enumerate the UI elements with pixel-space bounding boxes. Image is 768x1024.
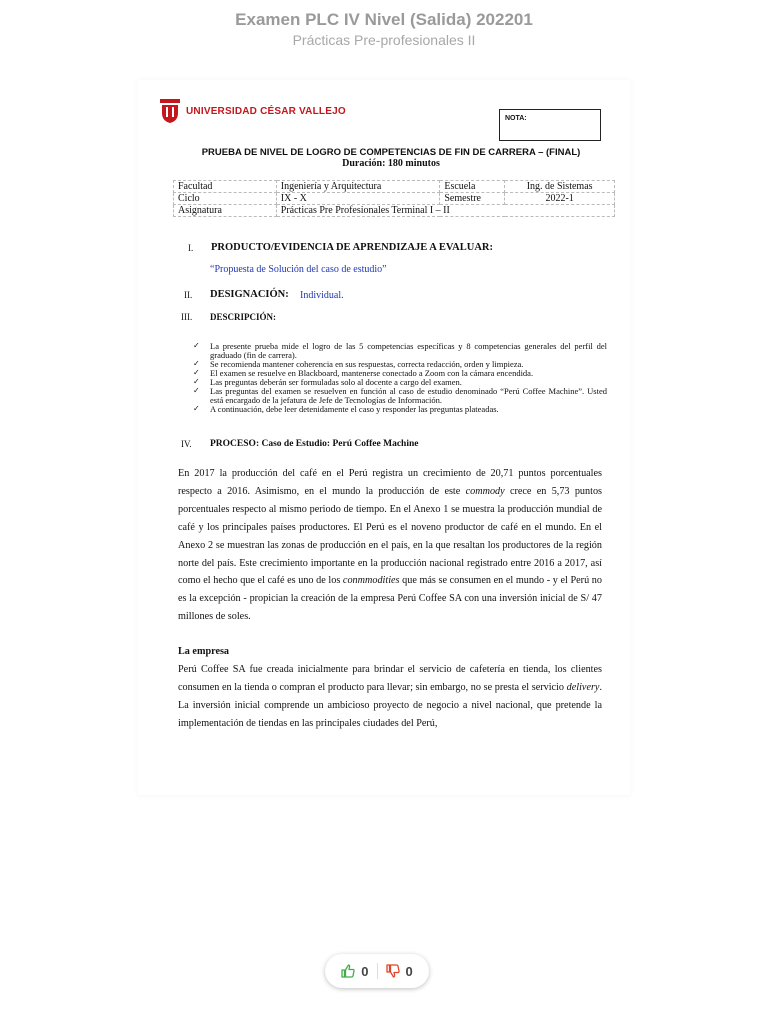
like-button[interactable]	[333, 964, 376, 979]
document-title: Examen PLC IV Nivel (Salida) 202201	[235, 10, 533, 29]
section-title: PROCESO	[210, 439, 256, 449]
grade-box	[499, 109, 601, 141]
table-row	[174, 205, 615, 217]
dislike-count: 0	[405, 963, 413, 979]
section-1-value: “Propuesta de Solución del caso de estudio”	[210, 264, 387, 275]
subheading-empresa: La empresa	[178, 646, 230, 657]
table-cell: Ingeniería y Arquitectura	[276, 181, 440, 193]
table-row	[174, 193, 615, 205]
document-page	[138, 80, 630, 795]
list-item: ✓ La presente prueba mide el logro de las 5 competencias específicas y 8 competencias generales del perfil del graduado (fin de carrera).	[193, 341, 607, 360]
table-cell: Escuela	[440, 181, 505, 193]
thumbs-up-icon	[341, 964, 355, 978]
table-cell: Semestre	[440, 193, 505, 205]
paragraph-empresa: Perú Coffee SA fue creada inicialmente para brindar el servicio de cafetería en tienda, los clientes consumen en la tienda o compran el producto para llevar; sin embargo, no se presta el servicio delivery. La inversión inicial comprende un ambicioso proyecto de negocio a nivel nacional, que pretende la implementación de tiendas en las principales ciudades del Perú,	[178, 664, 602, 729]
dislike-button[interactable]	[378, 964, 421, 979]
logo-text: UNIVERSIDAD CÉSAR VALLEJO	[186, 105, 346, 117]
check-icon: ✓	[193, 377, 200, 386]
section-title: DESIGNACIÓN:	[210, 289, 289, 300]
check-icon: ✓	[193, 404, 200, 413]
table-cell: Facultad	[174, 181, 277, 193]
document-subtitle: Prácticas Pre-profesionales II	[292, 32, 476, 48]
info-table	[173, 180, 615, 217]
like-count: 0	[361, 963, 369, 979]
university-logo	[160, 99, 346, 123]
section-value: Individual.	[300, 290, 344, 301]
grade-label: NOTA:	[505, 115, 527, 122]
table-row	[174, 181, 615, 193]
section-title: DESCRIPCIÓN:	[210, 312, 277, 322]
list-item: ✓ Las preguntas del examen se resuelven en función al caso de estudio denominado “Perú Coffee Machine”. Usted está encargado de la jefatura de Jefe de Tecnologías de Información.	[193, 386, 607, 405]
exam-duration: Duración: 180 minutos	[342, 158, 440, 169]
check-icon: ✓	[193, 359, 200, 368]
table-cell: Ing. de Sistemas	[505, 181, 615, 193]
check-icon: ✓	[193, 386, 200, 395]
feedback-pill	[325, 954, 429, 988]
exam-title: PRUEBA DE NIVEL DE LOGRO DE COMPETENCIAS DE FIN DE CARRERA – (FINAL)	[201, 147, 581, 158]
section-number: II.	[184, 290, 193, 300]
section-value: : Caso de Estudio: Perú Coffee Machine	[255, 439, 419, 449]
section-number: I.	[188, 243, 194, 253]
instruction-list	[193, 342, 607, 414]
table-cell: Asignatura	[174, 205, 277, 217]
table-cell: IX - X	[276, 193, 440, 205]
paragraph-intro: En 2017 la producción del café en el Perú registra un crecimiento de 20,71 puntos porcentuales respecto a 2016. Asimismo, en el mundo la producción de este commody crece en 5,73 puntos porcentuales respecto al mismo periodo de tiempo. En el Anexo 1 se muestra la producción mundial de café y los principales países productores. El Perú es el noveno productor de café en el mundo. En el Anexo 2 se muestran las zonas de producción en el país, en la que resaltan los productores de la región norte del país. Este crecimiento importante en la producción nacional registrado entre 2016 a 2017, así como el hecho que el café es uno de los conmmodities que más se consumen en el mundo - y el Perú no es la excepción - propician la creación de la empresa Perú Coffee SA con una inversión inicial de S/ 47 millones de soles.	[178, 468, 602, 623]
ucv-logo-icon	[160, 99, 180, 123]
check-icon: ✓	[193, 368, 200, 377]
table-cell: 2022-1	[505, 193, 615, 205]
table-cell: Ciclo	[174, 193, 277, 205]
thumbs-down-icon	[386, 964, 400, 978]
section-number: III.	[181, 312, 193, 322]
list-item: ✓ A continuación, debe leer detenidamente el caso y responder las preguntas plateadas.	[193, 404, 499, 414]
list-item: ✓ El examen se resuelve en Blackboard, mantenerse conectado a Zoom con la cámara encendida.	[193, 368, 534, 378]
list-item: ✓ Se recomienda mantener coherencia en sus respuestas, correcta redacción, orden y limpieza.	[193, 359, 524, 369]
section-title: PRODUCTO/EVIDENCIA DE APRENDIZAJE A EVALUAR:	[211, 242, 493, 253]
list-item: ✓ Las preguntas deberán ser formuladas solo al docente a cargo del examen.	[193, 377, 462, 387]
check-icon: ✓	[193, 341, 200, 350]
section-number: IV.	[181, 439, 192, 449]
table-cell: Prácticas Pre Profesionales Terminal I – II	[276, 205, 614, 217]
